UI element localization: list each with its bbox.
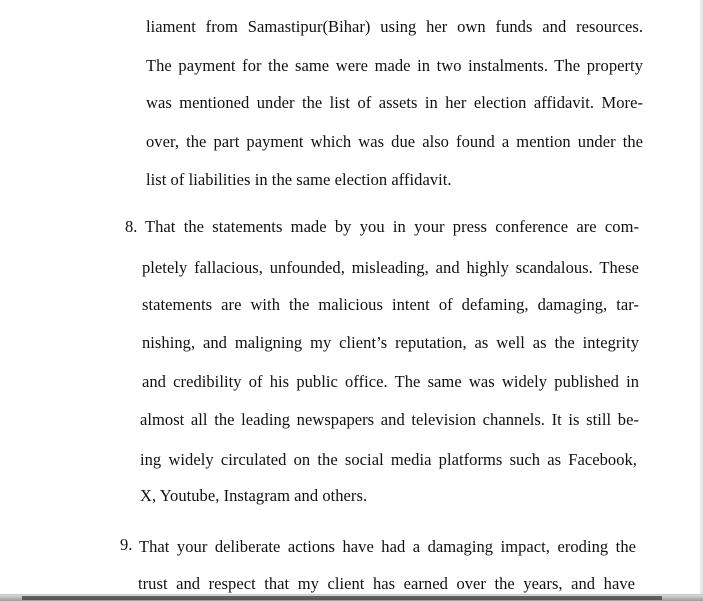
item-9-line-1: That your deliberate actions have had a damaging impact, eroding the	[139, 537, 636, 556]
item-9-line-2: trust and respect that my client has earned over the years, and have	[138, 574, 635, 593]
intro-line-1: liament from Samastipur(Bihar) using her own funds and resources.	[146, 17, 643, 36]
intro-line-5: list of liabilities in the same election affidavit.	[146, 170, 452, 189]
item-8-line-5: and credibility of his public office. The same was widely published in	[142, 372, 639, 391]
item-number: 9.	[120, 535, 133, 554]
intro-line-3: was mentioned under the list of assets in her election affidavit. More-	[146, 93, 643, 112]
item-8-line-2: pletely fallacious, unfounded, misleading, and highly scandalous. These	[142, 258, 639, 277]
item-8-line-7: ing widely circulated on the social media platforms such as Facebook,	[140, 450, 637, 469]
bottom-scan-shadow	[22, 596, 662, 600]
item-8-line-1: That the statements made by you in your press conference are com-	[145, 217, 639, 236]
item-8-line-4: nishing, and maligning my client’s reputation, as well as the integrity	[142, 333, 639, 352]
intro-line-4: over, the part payment which was due also found a mention under the	[146, 132, 643, 151]
item-number: 8.	[125, 217, 138, 236]
item-8-line-6: almost all the leading newspapers and television channels. It is still be-	[140, 410, 639, 429]
item-8-line-8: X, Youtube, Instagram and others.	[140, 486, 368, 505]
intro-line-2: The payment for the same were made in two instalments. The property	[146, 56, 643, 75]
item-8-line-3: statements are with the malicious intent of defaming, damaging, tar-	[142, 295, 639, 314]
